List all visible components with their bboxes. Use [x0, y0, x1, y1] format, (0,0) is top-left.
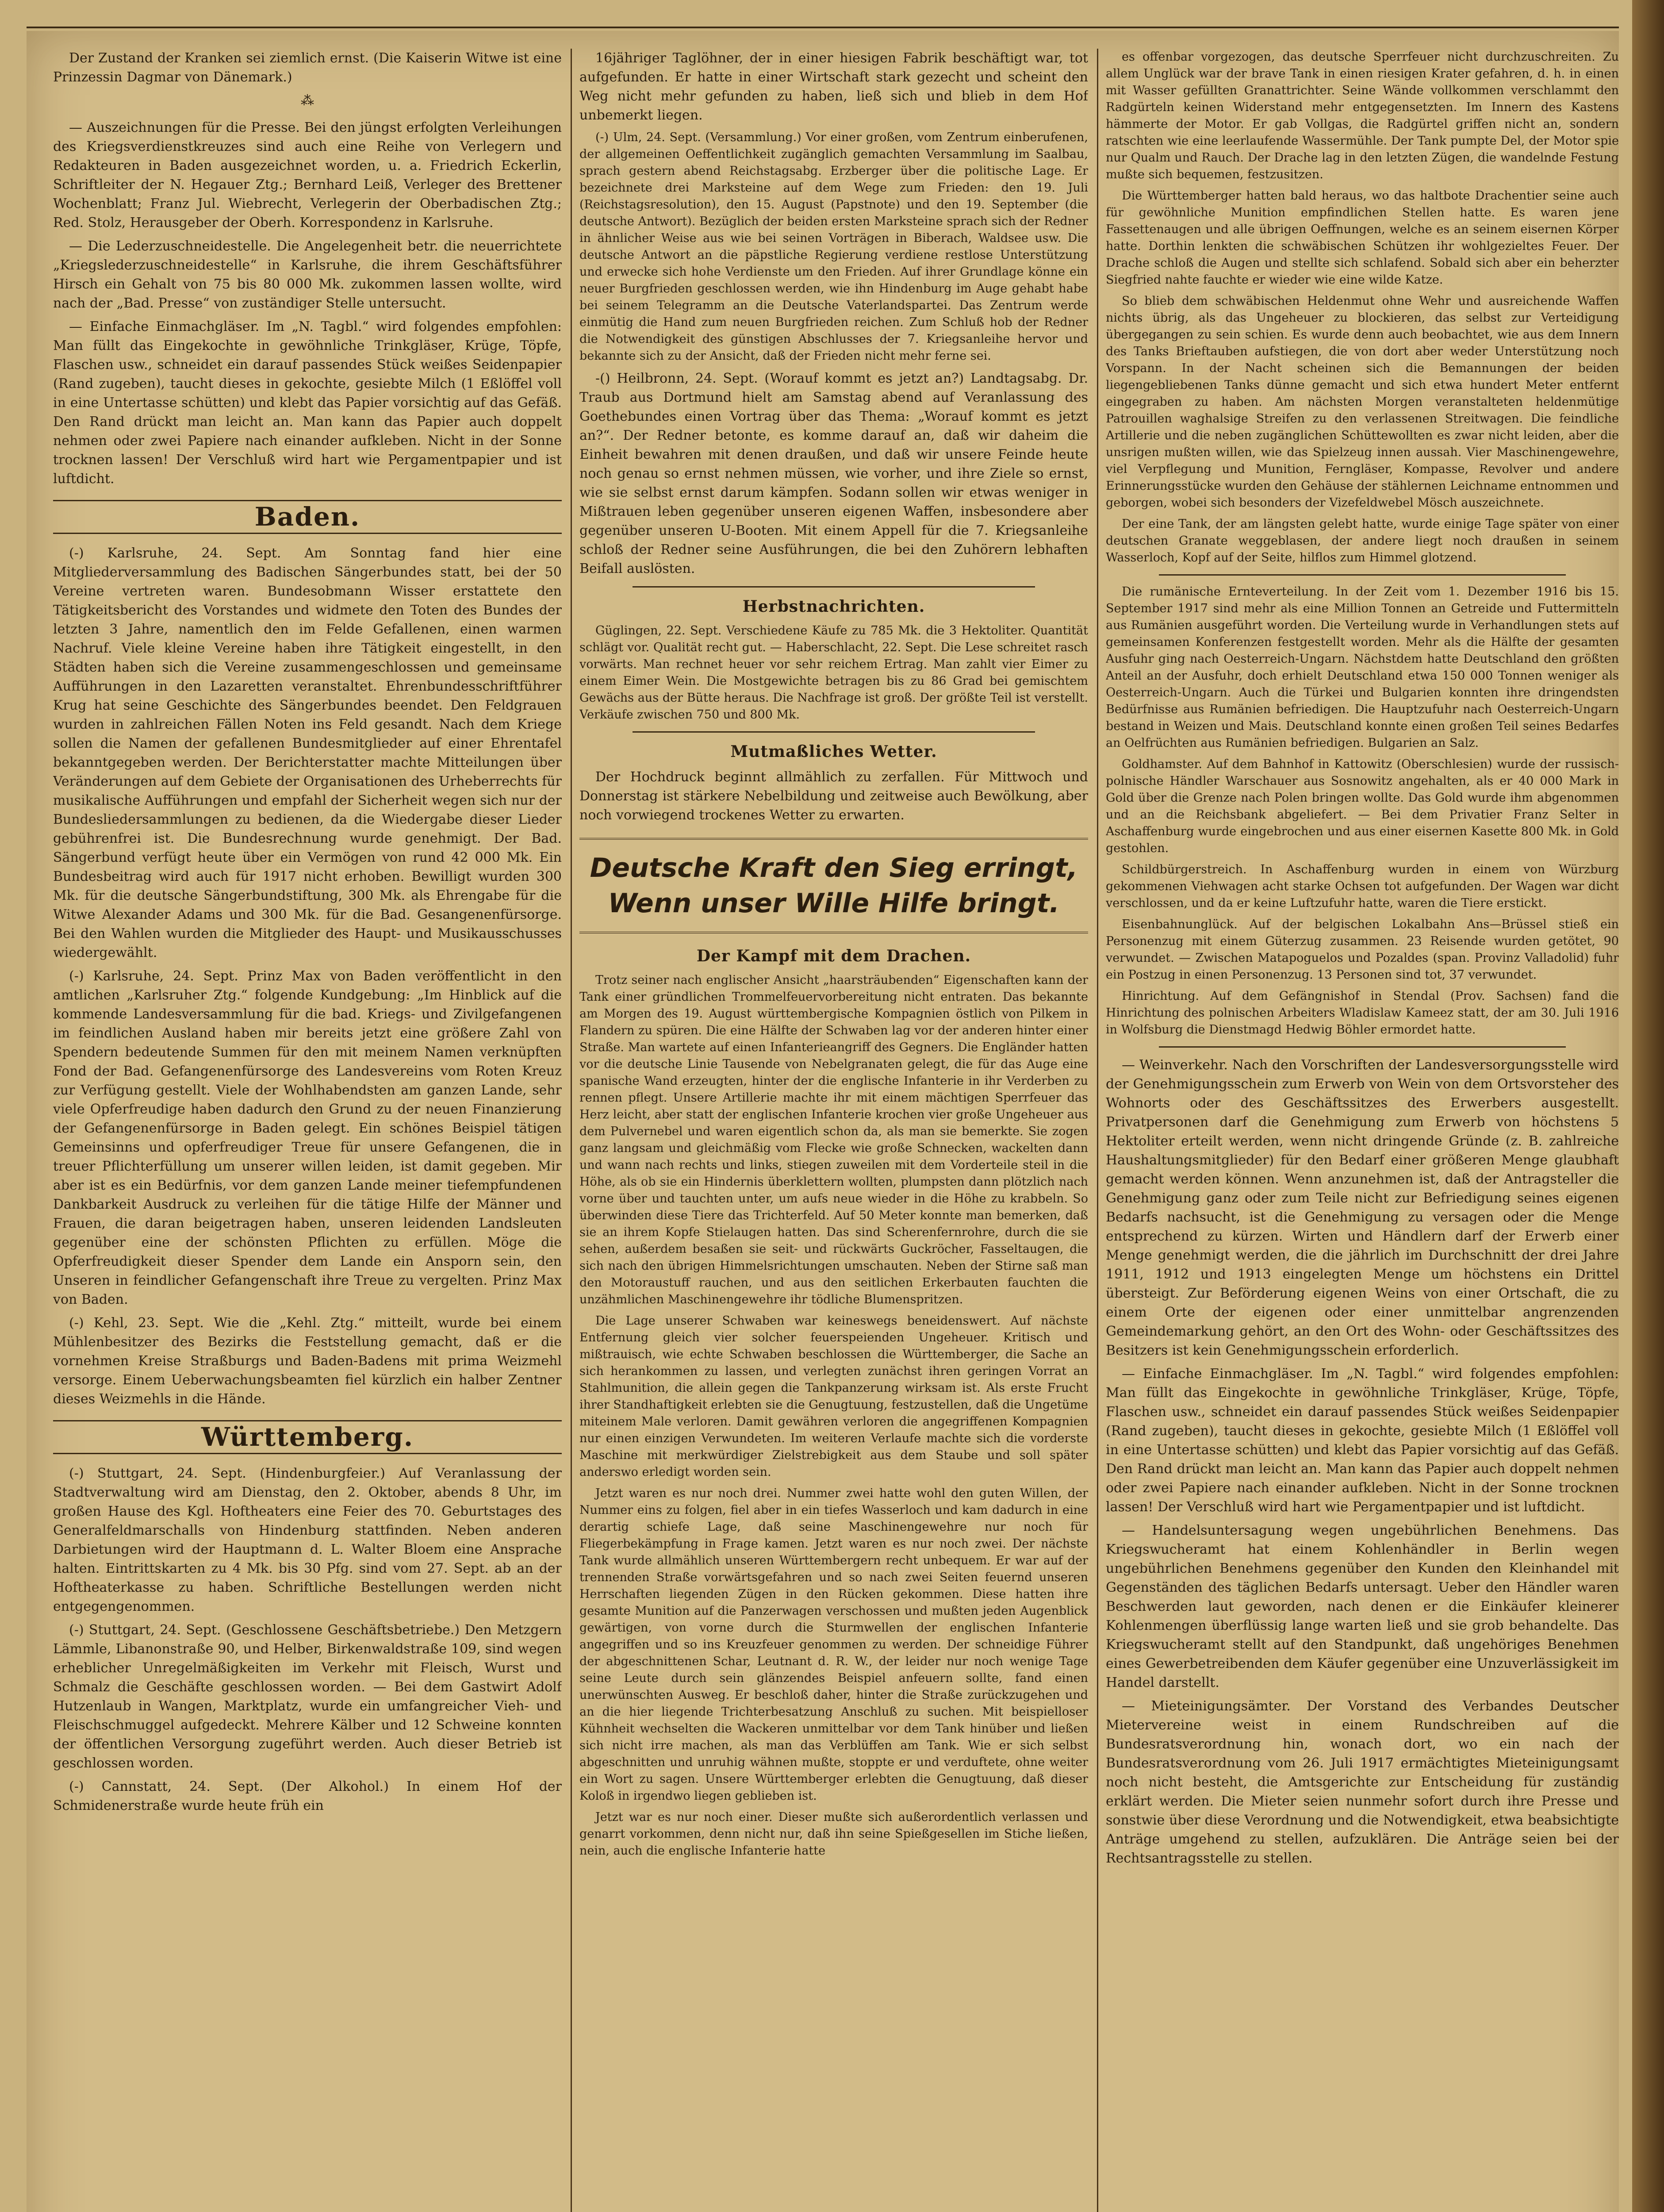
article-kehl: (-) Kehl, 23. Sept. Wie die „Kehl. Ztg.“ mitteilt, wurde bei einem Mühlenbesitzer des Bezirks die Feststellung gemacht, daß er die vornehmen Kreise Straßburgs und Baden-Badens mit prima Weizmehl versorge. Einem Ueberwachungsbeamten fiel kürzlich ein halber Zentner dieses Weizmehls in die Hände. — [53, 1315, 562, 1407]
divider — [633, 731, 1035, 733]
ornament-divider: ⁂ — [301, 93, 314, 108]
heading-wetter: Mutmaßliches Wetter. — [730, 742, 937, 761]
article-stuttgart-geschaefte: (-) Stuttgart, 24. Sept. (Geschlossene Geschäftsbetriebe.) Den Metzgern Lämmle, Libanonstraße 90, und Helber, Birkenwaldstraße 109, sind wegen erheblicher Unregelmäßigkeiten im Verkehr mit Fleisch, Wurst und Schmalz die Geschäfte geschlossen worden. — Bei dem Gastwirt Adolf Hutzenlaub in Wangen, Marktplatz, wurde ein umfangreicher Vieh- und Fleischschmuggel aufgedeckt. Mehrere Kälber und 12 Schweine konnten der öffentlichen Versorgung zugeführt werden. Auch dieser Betrieb ist geschlossen worden. — [53, 1622, 562, 1771]
heading-drachen: Der Kampf mit dem Drachen. — [696, 947, 971, 965]
article-einmachglaeser: — Einfache Einmachgläser. Im „N. Tagbl.“ wird folgendes empfohlen: Man füllt das Eingekochte in gewöhnliche Trinkgläser, Krüge, Töpfe, Flaschen usw., schneidet ein darauf passendes Stück weißes Seidenpapier (Rand zugeben), taucht dieses in gekochte, gesiebte Milch (1 Eßlöffel voll in eine Untertasse schütten) und klebt das Papier vorsichtig auf das Gefäß. Den Rand drückt man leicht an. Man kann das Papier auch doppelt nehmen oder zwei Papiere nach einander aufkleben. Nicht in der Sonne trocknen lassen! Der Verschluß wird hart wie Pergamentpapier und ist luftdicht. — [1106, 1366, 1619, 1515]
article-drachen: Jetzt waren es nur noch drei. Nummer zwei hatte wohl den guten Willen, der Nummer eins zu folgen, fiel aber in ein tiefes Wasserloch und kam dadurch in eine derartig schiefe Lage, daß seine Maschinengewehre nur noch für Fliegerbekämpfung in Frage kamen. Jetzt waren es nur noch zwei. Der nächste Tank wurde allmählich unseren Württembergern recht unbequem. Er war auf der trennenden Straße vorwärtsgefahren und so nach zwei Seiten feuernd unseren Herrschaften liegenden Zügen in den Rücken gekommen. Diese hatten ihre gesamte Munition auf die Panzerwagen verschossen und mußten jeden Augenblick gewärtigen, von vorne durch die Sturmwellen der englischen Infanterie angegriffen und so ins Kreuzfeuer genommen zu werden. Der schneidige Führer der abgeschnittenen Schar, Leutnant d. R. W., der leider nur noch wenige Tage seine Leute durch sein glänzendes Beispiel anfeuern sollte, fand einen unerwünschten Ausweg. Er beschloß daher, hinter die Straße zurückzugehen und an die hier liegende Trichterbesatzung Anschluß zu suchen. Mit beispielloser Kühnheit wechselten die Wackeren unmittelbar vor dem Tank hinüber und ließen sich nicht irre machen, als man das Verblüffen am Tank. Wie er sich selbst abgeschnitten und unruhig wähnen mußte, stoppte er und verduftete, ohne weiter ein Wort zu sagen. Unsere Württemberger erlebten die Genugtuung, daß dieser Koloß in irgendwo liegen geblieben ist. — [579, 1486, 1088, 1803]
article-mieteinigungsaemter: — Mieteinigungsämter. Der Vorstand des Verbandes Deutscher Mietervereine weist in einem Rundschreiben auf die Bundesratsverordnung hin, wonach dort, wo ein nach der Bundesratsverordnung vom 26. Juli 1917 ermächtigtes Mieteinigungsamt noch nicht besteht, die Amtsgerichte zur Entscheidung für zuständig erklärt werden. Die Mieter seien nunmehr sofort durch ihre Presse und sonstwie über diese Verordnung und die Notwendigkeit, etwa beabsichtigte Anträge umgehend zu stellen, aufzuklären. Die Anträge seien bei der Rechtsantragsstelle zu stellen. — [1106, 1698, 1619, 1866]
article-presse: — Auszeichnungen für die Presse. Bei den jüngst erfolgten Verleihungen des Kriegsverdienstkreuzes sind auch eine Reihe von Verlegern und Redakteuren in Baden ausgezeichnet worden, u. a. Friedrich Eckerlin, Schriftleiter der N. Hegauer Ztg.; Bernhard Leiß, Verleger des Brettener Wochenblatt; Franz Jul. Wiebrecht, Verlegerin der Oberbadischen Ztg.; Red. Stolz, Herausgeber der Oberh. Korrespondenz in Karlsruhe. — [53, 120, 562, 230]
column-rule — [1097, 49, 1098, 2212]
article-drachen-cont: Der eine Tank, der am längsten gelebt hatte, wurde einige Tage später von einer deutschen Granate weggeblasen, der andere liegt noch draußen in seinem Wasserloch, Kopf auf der Seite, hilflos zum Himmel glotzend. — [1106, 517, 1619, 565]
article-ulm: (-) Ulm, 24. Sept. (Versammlung.) Vor einer großen, vom Zentrum einberufenen, der allgemeinen Oeffentlichkeit zugänglich gemachten Versammlung im Saalbau, sprach gestern abend Reichstagsabg. Erzberger über die politische Lage. Er bezeichnete drei Marksteine auf dem Wege zum Frieden: den 19. Juli (Reichstagsresolution), den 15. August (Papstnote) und den 19. September (die deutsche Antwort). Bezüglich der beiden ersten Marksteine sprach sich der Redner in ähnlicher Weise aus wie bei seinen Vorträgen in Biberach, Waldsee usw. Die deutsche Antwort an die päpstliche Regierung verdiene restlose Unterstützung und erwecke sich hohe Verdienste um den Frieden. Auf ihrer Grundlage könne ein neuer Burgfrieden geschlossen werden, wie ihn Hindenburg im Auge gehabt habe bei seinem Telegramm an die Deutsche Vaterlandspartei. Das Zentrum werde einmütig die Hand zum neuen Burgfrieden reichen. Zum Schluß hob der Redner die Notwendigkeit des günstigen Abschlusses der 7. Kriegsanleihe hervor und bekannte sich zu der Ansicht, daß der Frieden nicht mehr ferne sei. — [579, 131, 1088, 363]
article-drachen-cont: So blieb dem schwäbischen Heldenmut ohne Wehr und ausreichende Waffen nichts übrig, als das Ungeheuer zu blockieren, das selbst zur Verteidigung übergegangen zu sein schien. Es wurde denn auch beobachtet, wie aus dem Innern des Tanks Brieftauben aufstiegen, die von dort aber weder Unterstützung noch Vorspann. In der Nacht scheinen sich die Bemannungen der beiden liegengebliebenen Tanks dünne gemacht und sich etwa hundert Meter entfernt eingegraben zu haben. Am nächsten Morgen veranstalteten heldenmütige Patrouillen waghalsige Streifen zu den verlassenen Streitwagen. Die feindliche Artillerie und die neben zugänglichen Schüttewollten es zwar nicht leiden, aber die unsrigen mußten willen, wie das Spielzeug innen aussah. Vier Maschinengewehre, viel Verpflegung und Munition, Ferngläser, Kompasse, Revolver und andere Erinnerungsstücke wurden den Gehäuse der stählernen Leichname entnommen und geborgen, wobei sich besonders der Vizefeldwebel Mösch auszeichnete. — [1106, 294, 1619, 510]
article-goldhamster: Goldhamster. Auf dem Bahnhof in Kattowitz (Oberschlesien) wurde der russisch-polnische Händler Warschauer aus Sosnowitz angehalten, als er 40 000 Mark in Gold über die Grenze nach Polen bringen wollte. Das Gold wurde ihm abgenommen und an die Reichsbank abgeliefert. — Bei dem Privatier Franz Selter in Aschaffenburg wurde eingebrochen und aus einer eisernen Kasette 800 Mk. in Gold gestohlen. — [1106, 757, 1619, 855]
article-weinverkehr: — Weinverkehr. Nach den Vorschriften der Landesversorgungsstelle wird der Genehmigungsschein zum Erwerb von Wein von dem Ortsvorsteher des Wohnorts oder des Geschäftssitzes des Erwerbers ausgestellt. Privatpersonen darf die Genehmigung zum Erwerb von höchstens 5 Hektoliter erteilt werden, wenn nicht dringende Gründe (z. B. zahlreiche Haushaltungsmitglieder) für den Bedarf einer größeren Menge glaubhaft gemacht werden können. Wenn anzunehmen ist, daß der Antragsteller die Genehmigung ganz oder zum Teile nicht zur Befriedigung seines eigenen Bedarfs nachsucht, ist die Genehmigung zu versagen oder die Menge entsprechend zu kürzen. Wirten und Händlern darf der Erwerb einer Menge genehmigt werden, die die jährlich im Durchschnitt der drei Jahre 1911, 1912 und 1913 eingelegten Menge um höchstens ein Drittel übersteigt. Zur Beförderung eigenen Weins von einer Ortschaft, die zu einem Orte der eigenen oder einer unmittelbar angrenzenden Gemeindemarkung gehört, an den Ort des Wohn- oder Geschäftssitzes des Besitzers ist kein Genehmigungsschein erforderlich. — [1106, 1057, 1619, 1358]
divider — [1159, 1046, 1566, 1048]
article-handelsuntersagung: — Handelsuntersagung wegen ungebührlichen Benehmens. Das Kriegswucheramt hat einem Kohlenhändler in Berlin wegen ungebührlichen Benehmens gegenüber den Kunden den Kleinhandel mit Gegenständen des täglichen Bedarfs untersagt. Ueber den Händler waren Beschwerden laut geworden, nach denen er die Einkäufer kleinerer Kohlenmengen überflüssig lange warten ließ und sie grob behandelte. Das Kriegswucheramt stellt auf den Standpunkt, daß ungehöriges Benehmen eines Gewerbetreibenden dem Käufer gegenüber eine Unzuverlässigkeit im Handel darstellt. — [1106, 1523, 1619, 1690]
article-wetter: Der Hochdruck beginnt allmählich zu zerfallen. Für Mittwoch und Donnerstag ist stärkere Nebelbildung und zeitweise auch Bewölkung, aber noch vorwiegend trockenes Wetter zu erwarten. — [579, 769, 1088, 823]
article-herbst: Güglingen, 22. Sept. Verschiedene Käufe zu 785 Mk. die 3 Hektoliter. Quantität schlägt vor. Qualität recht gut. — Haberschlacht, 22. Sept. Die Lese schreitet rasch vorwärts. Man rechnet heuer vor sehr reichem Ertrag. Man zahlt vier Eimer zu einem Eimer Wein. Die Mostgewichte betragen bis zu 86 Grad bei gemischtem Gewächs aus der Bütte heraus. Die Nachfrage ist groß. Der größte Teil ist verstellt. Verkäufe zwischen 750 und 800 Mk. — [579, 624, 1088, 722]
article-text: Der Zustand der Kranken sei ziemlich ernst. (Die Kaiserin Witwe ist eine Prinzessin Dagmar von Dänemark.) — [53, 50, 562, 85]
heading-herbstnachrichten: Herbstnachrichten. — [742, 597, 925, 616]
page-edge — [1632, 0, 1664, 2212]
article-ernteverteilung: Die rumänische Ernteverteilung. In der Zeit vom 1. Dezember 1916 bis 15. September 1917 sind mehr als eine Million Tonnen an Getreide und Futtermitteln aus Rumänien ausgeführt worden. Die Verteilung wurde in Verhandlungen stets auf gemeinsamen Konferenzen festgestellt worden. Mehr als die Hälfte der gesamten Ausfuhr ging nach Oesterreich-Ungarn. Nächstdem hatte Deutschland den größten Anteil an der Ausfuhr, doch erhielt Deutschland etwa 150 000 Tonnen weniger als Oesterreich-Ungarn. Auch die Türkei und Bulgarien konnten ihre dringendsten Bedürfnisse aus Rumänien befriedigen. Die Hauptzufuhr nach Oesterreich-Ungarn bestand in Weizen und Mais. Deutschland konnte einen großen Teil seines Bedarfes an Oelfrüchten aus Rumänien befriedigen. Bulgarien an Salz. — [1106, 585, 1619, 750]
slogan-line: Wenn unser Wille Hilfe bringt. — [608, 888, 1060, 919]
article-hinrichtung: Hinrichtung. Auf dem Gefängnishof in Stendal (Prov. Sachsen) fand die Hinrichtung des polnischen Arbeiters Wladislaw Kameez statt, der am 30. Juli 1916 in Wolfsburg die Dienstmagd Hedwig Böhler ermordet hatte. — [1106, 989, 1619, 1037]
divider — [633, 586, 1035, 588]
column-rule — [571, 49, 572, 2212]
column-1 — [53, 49, 562, 2212]
article-karlsruhe-saengerbund: (-) Karlsruhe, 24. Sept. Am Sonntag fand hier eine Mitgliederversammlung des Badischen Sängerbundes statt, bei der 50 Vereine vertreten waren. Bundesobmann Wisser erstattete den Tätigkeitsbericht des Vorstandes und widmete den Toten des Bundes der letzten 3 Jahre, namentlich den im Felde Gefallenen, einen warmen Nachruf. Viele kleine Vereine haben ihre Tätigkeit eingestellt, in den Städten haben sich die Vereine zusammengeschlossen und gemeinsame Aufführungen in den Lazaretten veranstaltet. Ehrenbundesschriftführer Krug hat seine Geschichte des Sängerbundes beendet. Den Feldgrauen wurden in zahlreichen Fällen Noten ins Feld gesandt. Nach dem Kriege sollen die Namen der gefallenen Bundesmitglieder auf einer Ehrentafel bekanntgegeben werden. Der Berichterstatter machte Mitteilungen über Veränderungen auf dem Gebiete der Organisationen des Urheberrechts für musikalische Aufführungen und empfahl der Sicherheit wegen sich nur der Bundesliedersammlungen zu bedienen, da die Wiedergabe dieser Lieder gebührenfrei ist. Die Bundesrechnung wurde genehmigt. Der Bad. Sängerbund verfügt heute über ein Vermögen von rund 42 000 Mk. Ein Bundesbeitrag wird auch für 1917 nicht erhoben. Bewilligt wurden 300 Mk. für die deutsche Sängerbundstiftung, 300 Mk. als Ehrengabe für die Witwe Alexander Adams und 300 Mk. für die Bad. Gesangenenfürsorge. Bei den Wahlen wurden die Mitglieder des Haupt- und Musikausschusses wiedergewählt. — [53, 545, 562, 960]
section-heading-wuerttemberg: Württemberg. — [53, 1420, 562, 1454]
column-3 — [1106, 49, 1619, 2212]
top-rule — [27, 27, 1619, 28]
article-drachen: Die Lage unserer Schwaben war keineswegs beneidenswert. Auf nächste Entfernung gleich vier solcher feuerspeienden Ungeheuer. Kritisch und mißtrauisch, wie echte Schwaben beschlossen die Württemberger, die Sache an sich herankommen zu lassen, und verlegten zunächst ihren geringen Vorrat an Stahlmunition, die allein gegen die Tankpanzerung wirksam ist. Als erste Frucht ihrer Standhaftigkeit erlebten sie die Genugtuung, festzustellen, daß die Ungetüme miteinem Male verloren. Damit gewähren verloren die angegriffenen Kompagnien nur einen einzigen Verwundeten. Im weiteren Verlaufe machte sich die vorderste Maschine mit merkwürdiger Zielstrebigkeit aus dem Staube und soll später anderswo erledigt worden sein. — [579, 1314, 1088, 1479]
article-stuttgart-hindenburgfeier: (-) Stuttgart, 24. Sept. (Hindenburgfeier.) Auf Veranlassung der Stadtverwaltung wird am Dienstag, den 2. Oktober, abends 8 Uhr, im großen Hause des Kgl. Hoftheaters eine Feier des 70. Geburtstages des Generalfeldmarschalls von Hindenburg stattfinden. Neben anderen Darbietungen wird der Hauptmann d. L. Walter Bloem eine Ansprache halten. Eintrittskarten zu 4 Mk. bis 30 Pfg. sind vom 27. Sept. ab an der Hoftheaterkasse zu haben. Schriftliche Bestellungen werden nicht entgegengenommen. — [53, 1466, 562, 1614]
section-heading-baden: Baden. — [53, 500, 562, 534]
divider — [1159, 574, 1566, 576]
article-heilbronn: -() Heilbronn, 24. Sept. (Worauf kommt es jetzt an?) Landtagsabg. Dr. Traub aus Dortmund hielt am Samstag abend auf Veranlassung des Goethebundes einen Vortrag über das Thema: „Worauf kommt es jetzt an?“. Der Redner betonte, es komme darauf an, daß wir daheim die Einheit bewahren mit denen draußen, und daß wir unsere Feinde heute noch genau so ernst nehmen müssen, wie vorher, und ihre Ziele so ernst, wie sie selbst ernst darum kämpfen. Sodann sollen wir etwas weniger in Mißtrauen leben gegenüber unseren eigenen Waffen, insbesondere aber gegenüber unseren U-Booten. Mit einem Appell für die 7. Kriegsanleihe schloß der Redner seine Ausführungen, die bei den Zuhörern lebhaften Beifall auslösten. — [579, 371, 1088, 576]
article-text: 16jähriger Taglöhner, der in einer hiesigen Fabrik beschäftigt war, tot aufgefunden. Er hatte in einer Wirtschaft stark gezecht und scheint den Weg nicht mehr gefunden zu haben, ließ sich und blieb in dem Hof unbemerkt liegen. — [579, 50, 1088, 123]
article-drachen-cont: Die Württemberger hatten bald heraus, wo das haltbote Drachentier seine auch für gewöhnliche Munition empfindlichen Stellen hatte. Es waren jene Fassettenaugen und alle übrigen Oeffnungen, welche es an seinem eisernen Körper hatte. Dorthin lenkten die schwäbischen Schützen ihr wohlgezieltes Feuer. Der Drache schloß die Augen und stellte sich schlafend. Sobald sich aber ein beherzter Siegfried nahte fauchte er wieder wie eine wilde Katze. — [1106, 189, 1619, 287]
slogan-line: Deutsche Kraft den Sieg erringt, — [590, 853, 1078, 883]
article-schildbuergerstreich: Schildbürgerstreich. In Aschaffenburg wurden in einem von Würzburg gekommenen Viehwagen acht starke Ochsen tot aufgefunden. Der Wagen war dicht verschlossen, und da er keine Luftzufuhr hatte, waren die Tiere erstickt. — [1106, 863, 1619, 910]
article-karlsruhe-prinz-max: (-) Karlsruhe, 24. Sept. Prinz Max von Baden veröffentlicht in den amtlichen „Karlsruher Ztg.“ folgende Kundgebung: „Im Hinblick auf die kommende Landesversammlung für die bad. Kriegs- und Zivilgefangenen im feindlichen Ausland haben mir bereits jetzt eine größere Zahl von Spendern bedeutende Summen für den mit meinem Namen verknüpften Fond der Bad. Gefangenenfürsorge des Landesvereins vom Roten Kreuz zur Verfügung gestellt. Viele der Wohlhabendsten am ganzen Lande, sehr viele Opferfreudige haben dadurch den Grund zu der neuen Finanzierung der Gefangenenfürsorge in Baden gelegt. Ein schönes Beispiel tätigen Gemeinsinns und opferfreudiger Treue für unsere Gefangenen, die in treuer Pflichterfüllung um unserer willen leiden, ist damit gegeben. Mir aber ist es ein Bedürfnis, vor dem ganzen Lande meiner tiefempfundenen Dankbarkeit Ausdruck zu verleihen für die tätige Hilfe der Männer und Frauen, die daran beigetragen haben, unseren leidenden Landsleuten gegenüber eine der schönsten Pflichten zu erfüllen. Möge die Opferfreudigkeit dieser Spender dem Lande ein Ansporn sein, den Unseren in feindlicher Gefangenschaft ihre Treue zu vergelten. Prinz Max von Baden. — [53, 968, 562, 1307]
article-lederzuschneidestelle: — Die Lederzuschneidestelle. Die Angelegenheit betr. die neuerrichtete „Kriegslederzuschneidestelle“ in Karlsruhe, die ihrem Geschäftsführer Hirsch ein Gehalt von 75 bis 80 000 Mk. zukommen lassen wollte, wird nach der „Bad. Presse“ von zuständiger Stelle untersucht. — [53, 238, 562, 311]
column-2 — [579, 49, 1088, 2212]
article-cannstatt: (-) Cannstatt, 24. Sept. (Der Alkohol.) In einem Hof der Schmidenerstraße wurde heute früh ein — [53, 1779, 562, 1813]
article-einmachglaeser: — Einfache Einmachgläser. Im „N. Tagbl.“ wird folgendes empfohlen: Man füllt das Eingekochte in gewöhnliche Trinkgläser, Krüge, Töpfe, Flaschen usw., schneidet ein darauf passendes Stück weißes Seidenpapier (Rand zugeben), taucht dieses in gekochte, gesiebte Milch (1 Eßlöffel voll in eine Untertasse schütten) und klebt das Papier vorsichtig auf das Gefäß. Den Rand drückt man leicht an. Man kann das Papier auch doppelt nehmen oder zwei Papiere nach einander aufkleben. Nicht in der Sonne trocknen lassen! Der Verschluß wird hart wie Pergamentpapier und ist luftdicht. — [53, 319, 562, 487]
article-drachen-cont: es offenbar vorgezogen, das deutsche Sperrfeuer nicht durchzuschreiten. Zu allem Unglück war der brave Tank in einen riesigen Krater gefahren, d. h. in einen mit Wasser gefüllten Granattrichter. Seine Wände vollkommen verschlammt den Radgürteln keinen Widerstand mehr entgegensetzten. Im Innern des Kastens hämmerte der Motor. Er gab Vollgas, die Radgürtel griffen nicht an, sondern ratschten wie eine leerlaufende Wassermühle. Der Tank pumpte Del, der Motor spie nur Qualm und Rauch. Der Drache lag in den letzten Zügen, die wandelnde Festung mußte sich bequemen, festzusitzen. — [1106, 50, 1619, 181]
article-drachen: Jetzt war es nur noch einer. Dieser mußte sich außerordentlich verlassen und genarrt vorkommen, denn nicht nur, daß ihn seine Spießgesellen im Stiche ließen, nein, auch die englische Infanterie hatte — [579, 1810, 1088, 1858]
article-drachen: Trotz seiner nach englischer Ansicht „haarsträubenden“ Eigenschaften kann der Tank einer gründlichen Trommelfeuervorbereitung nicht entraten. Das bekannte am Morgen des 19. August württembergische Kompagnien östlich von Pilkem in Flandern zu spüren. Die eine Hälfte der Schwaben lag vor der anderen hinter einer Straße. Man wartete auf einen Infanterieangriff des Gegners. Die Engländer hatten vor die deutsche Linie Tausende von Nebelgranaten gelegt, die für das Auge eine spanische Wand erzeugten, hinter der die englische Infanterie in ihr Verderben zu rennen pflegt. Unsere Artillerie machte ihr mit einem mächtigen Sperrfeuer das Herz leicht, aber statt der englischen Infanterie krochen vier große Ungeheuer aus dem Pulvernebel und waren eigentlich schon da, als man sie bemerkte. Sie zogen ganz langsam und gleichmäßig vom Flecke wie große Schnecken, wackelten dann und wann nach rechts und links, stiegen zuweilen mit dem Vorderteile steil in die Höhe, als ob sie ein Hindernis überklettern wollten, plumpsten dann plötzlich nach vorne über und tauchten unter, um aufs neue wieder in die Höhe zu krabbeln. So überwinden diese Tiere das Trichterfeld. Auf 50 Meter konnte man bemerken, daß sie an ihrem Kopfe Stielaugen hatten. Das sind Scherenfernrohre, durch die sie sehen, außerdem besaßen sie seit- und rückwärts Guckröcher, Fasseltaugen, die sich nach den übrigen Himmelsrichtungen umschauten. Neben der Stirne saß man den Motoraustuff rauchen, und aus den seitlichen Erkerbauten fauchten die unzähmlichen Maschinengewehre ihr tödliche Blumenspritzen. — [579, 973, 1088, 1306]
slogan-box — [579, 838, 1088, 933]
article-eisenbahnunglueck: Eisenbahnunglück. Auf der belgischen Lokalbahn Ans—Brüssel stieß ein Personenzug mit einem Güterzug zusammen. 23 Reisende wurden getötet, 90 verwundet. — Zwischen Matapoguelos und Pozaldes (span. Provinz Valladolid) fuhr ein Postzug in einen Personenzug. 13 Personen sind tot, 37 verwundet. — [1106, 918, 1619, 982]
